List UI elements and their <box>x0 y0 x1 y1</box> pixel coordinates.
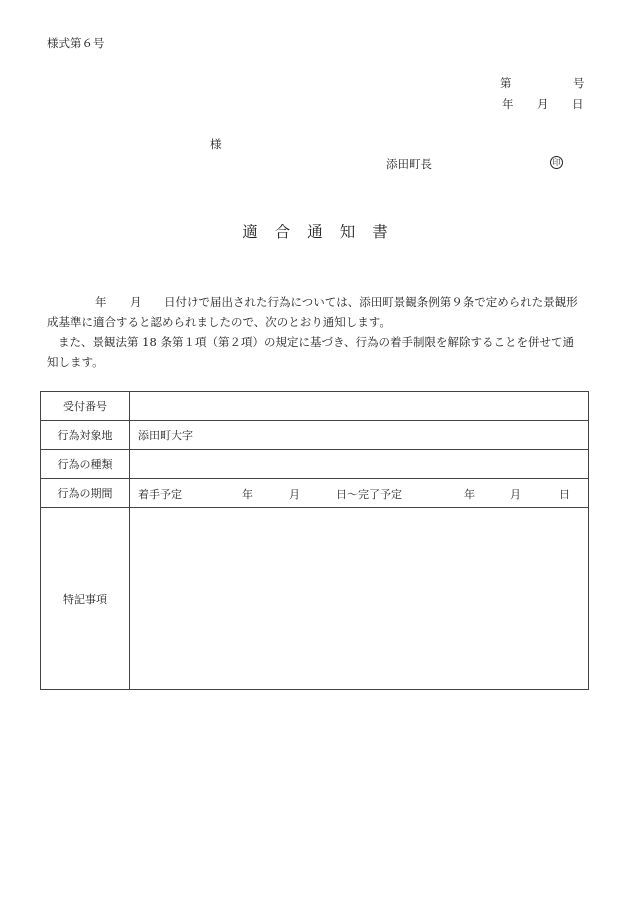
number-prefix: 第 <box>500 76 512 90</box>
details-table <box>40 391 589 690</box>
special-notes-label: 特記事項 <box>41 508 130 690</box>
body-year-label: 年 <box>95 295 107 309</box>
sender-name: 添田町長 <box>386 157 432 171</box>
table-row <box>41 479 589 508</box>
table-row <box>41 450 589 479</box>
period-end-label: 日～完了予定 <box>336 488 402 501</box>
reception-number-label: 受付番号 <box>41 392 130 421</box>
activity-type-label: 行為の種類 <box>41 450 130 479</box>
addressee-honorific: 様 <box>210 137 222 151</box>
date-year-label: 年 <box>502 97 514 111</box>
period-start-label: 着手予定 <box>138 488 182 501</box>
activity-type-field[interactable] <box>130 450 589 479</box>
target-site-label: 行為対象地 <box>41 421 130 450</box>
body-line-4: 知します。 <box>47 355 104 369</box>
seal-icon: 印 <box>550 156 563 169</box>
period-end-year: 年 <box>464 488 475 501</box>
special-notes-field[interactable] <box>130 508 589 690</box>
period-end-day: 日 <box>559 488 570 501</box>
number-suffix: 号 <box>573 76 585 90</box>
table-row <box>41 421 589 450</box>
period-start-month: 月 <box>289 488 300 501</box>
activity-period-label: 行為の期間 <box>41 479 130 508</box>
body-line-1: 日付けで届出された行為については、添田町景観条例第９条で定められた景観形 <box>164 295 578 309</box>
table-row <box>41 392 589 421</box>
period-end-month: 月 <box>510 488 521 501</box>
body-month-label: 月 <box>130 295 142 309</box>
date-day-label: 日 <box>572 97 584 111</box>
activity-period-field[interactable] <box>130 479 589 508</box>
body-line-2: 成基準に適合すると認められましたので、次のとおり通知します。 <box>47 315 391 329</box>
document-title: 適合通知書 <box>242 223 405 241</box>
target-site-field[interactable]: 添田町大字 <box>130 421 589 450</box>
period-start-year: 年 <box>242 488 253 501</box>
table-row <box>41 508 589 690</box>
body-line-3: また、景観法第 18 条第１項（第２項）の規定に基づき、行為の着手制限を解除することを併せて通 <box>58 335 574 349</box>
date-month-label: 月 <box>537 97 549 111</box>
form-number: 様式第６号 <box>47 36 105 50</box>
reception-number-field[interactable] <box>130 392 589 421</box>
